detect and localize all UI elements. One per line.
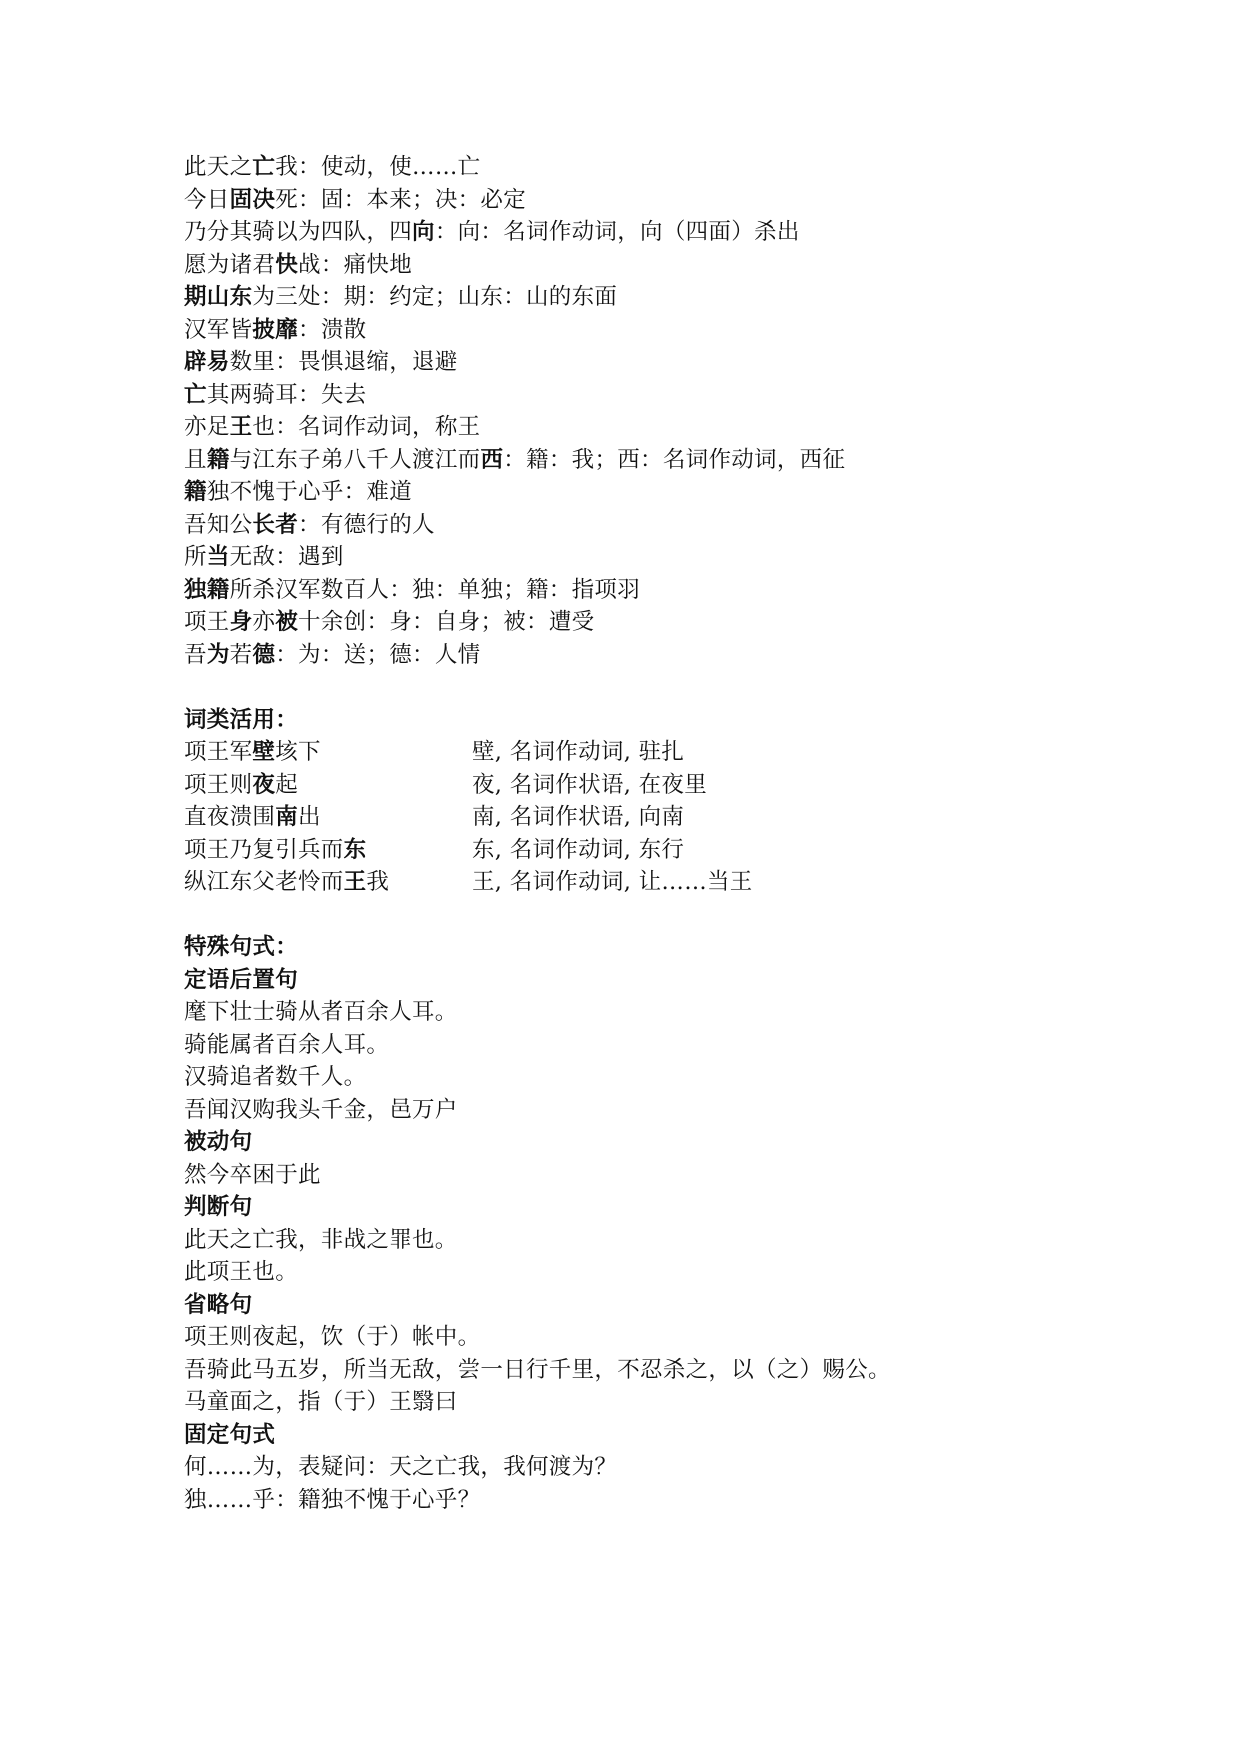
section-gap [184, 671, 1184, 704]
word-class-example [184, 769, 472, 802]
vocab-text: 独不愧于心乎：难道 [206, 479, 413, 505]
vocab-text: 为三处：期：约定；山东：山的东面 [252, 284, 618, 310]
vocab-text: 亦足 [184, 414, 230, 440]
vocab-text: 吾 [184, 641, 207, 668]
example-sentence: 独……乎：籍独不愧于心乎？ [184, 1486, 481, 1513]
vocab-text: 此天之 [184, 154, 253, 180]
vocab-line [184, 476, 1184, 509]
vocab-key-word: 籍 [206, 446, 230, 473]
special-sentence-section [184, 931, 1184, 1516]
vocab-text: 项王 [184, 609, 230, 635]
special-groups [184, 964, 1184, 1517]
word-class-explanation: 壁, 名词作动词, 驻扎 [472, 739, 685, 765]
vocab-text: 今日 [184, 186, 230, 213]
vocab-text: ：向：名词作动词，向（四面）杀出 [434, 219, 800, 245]
vocab-line [184, 314, 1184, 347]
vocab-text: 亦 [252, 609, 276, 635]
vocab-key-word: 固决 [229, 186, 276, 213]
section-gap [184, 899, 1184, 932]
vocab-line [184, 216, 1184, 249]
word-class-text: 直夜溃围 [184, 804, 276, 830]
word-class-heading: 词类活用： [184, 706, 299, 733]
word-class-explanation: 南, 名词作状语, 向南 [472, 804, 685, 830]
example-sentence: 麾下壮士骑从者百余人耳。 [184, 999, 458, 1025]
vocab-key-word: 王 [229, 414, 253, 440]
example-sentence: 此天之亡我，非战之罪也。 [184, 1226, 458, 1253]
vocab-key-word: 西 [480, 446, 504, 473]
word-class-key-word: 王 [343, 869, 367, 895]
vocab-key-word: 辟易 [184, 349, 230, 375]
vocab-line [184, 379, 1184, 412]
word-class-text: 项王则 [184, 771, 253, 798]
vocab-line [184, 249, 1184, 282]
vocab-key-word: 长者 [252, 511, 299, 538]
vocab-text: ：溃散 [298, 316, 367, 343]
vocab-text: ：有德行的人 [298, 511, 435, 538]
word-class-text: 纵江东父老怜而 [184, 869, 344, 895]
vocab-text: 汉军皆 [184, 316, 253, 343]
word-class-rows [184, 736, 1184, 899]
word-class-text: 我 [366, 869, 390, 895]
word-class-key-word: 壁 [252, 739, 276, 765]
word-class-row [184, 866, 1184, 899]
vocab-text: ：为：送；德：人情 [275, 641, 481, 668]
vocab-text: 我：使动，使……亡 [275, 154, 481, 180]
vocab-line [184, 184, 1184, 217]
word-class-text: 项王乃复引兵而 [184, 836, 344, 863]
vocab-key-word: 当 [206, 544, 230, 570]
vocab-text: 吾知公 [184, 511, 253, 538]
vocab-line [184, 574, 1184, 607]
vocab-key-word: 亡 [252, 154, 276, 180]
word-class-key-word: 夜 [252, 771, 276, 798]
sentence-type-title: 定语后置句 [184, 966, 299, 993]
word-class-example [184, 834, 472, 867]
vocab-line [184, 151, 1184, 184]
vocab-line [184, 444, 1184, 477]
vocab-key-word: 德 [252, 641, 276, 668]
word-class-row [184, 834, 1184, 867]
special-sentence-heading: 特殊句式： [184, 934, 299, 960]
vocab-key-word: 籍 [184, 479, 207, 505]
sentence-type-title: 判断句 [184, 1194, 253, 1220]
vocab-key-word: 期山东 [184, 284, 253, 310]
vocab-key-word: 披靡 [252, 316, 299, 343]
vocab-text: 所杀汉军数百人：独：单独；籍：指项羽 [229, 576, 641, 603]
vocab-key-word: 亡 [184, 381, 207, 408]
word-class-example [184, 736, 472, 769]
example-sentence: 然今卒困于此 [184, 1161, 321, 1188]
vocab-text: 愿为诸君 [184, 251, 276, 278]
vocab-line [184, 509, 1184, 542]
vocab-text: 乃分其骑以为四队，四 [184, 219, 413, 245]
vocab-key-word: 快 [275, 251, 299, 278]
word-class-row [184, 736, 1184, 769]
word-class-text: 起 [275, 771, 299, 798]
example-sentence: 骑能属者百余人耳。 [184, 1031, 390, 1058]
example-sentence: 马童面之，指（于）王翳曰 [184, 1389, 458, 1415]
vocab-key-word: 向 [412, 219, 435, 245]
example-sentence: 吾骑此马五岁，所当无敌，尝一日行千里，不忍杀之，以（之）赐公。 [184, 1356, 891, 1383]
vocab-section [184, 151, 1184, 671]
word-class-explanation: 东, 名词作动词, 东行 [472, 836, 685, 863]
vocab-key-word: 独籍 [184, 576, 230, 603]
vocab-text: 无敌：遇到 [229, 544, 344, 570]
vocab-line [184, 541, 1184, 574]
sentence-type-title: 固定句式 [184, 1421, 276, 1448]
vocab-line [184, 346, 1184, 379]
vocab-text: 数里：畏惧退缩，退避 [229, 349, 458, 375]
sentence-type-title: 省略句 [184, 1291, 253, 1318]
vocab-text: 也：名词作动词，称王 [252, 414, 481, 440]
sentence-type-title: 被动句 [184, 1129, 253, 1155]
word-class-explanation: 夜, 名词作状语, 在夜里 [472, 771, 708, 798]
vocab-text: 且 [184, 446, 207, 473]
example-sentence: 汉骑追者数千人。 [184, 1064, 367, 1090]
word-class-text: 垓下 [275, 739, 321, 765]
word-class-row [184, 801, 1184, 834]
vocab-text: 死：固：本来；决：必定 [275, 186, 527, 213]
word-class-example [184, 801, 472, 834]
word-class-section [184, 704, 1184, 899]
vocab-line [184, 281, 1184, 314]
document-page [184, 151, 1184, 1516]
vocab-text: 其两骑耳：失去 [206, 381, 367, 408]
vocab-key-word: 为 [206, 641, 230, 668]
example-sentence: 吾闻汉购我头千金，邑万户 [184, 1096, 458, 1123]
example-sentence: 项王则夜起，饮（于）帐中。 [184, 1324, 481, 1350]
vocab-text: 所 [184, 544, 207, 570]
example-sentence: 何……为，表疑问：天之亡我，我何渡为？ [184, 1454, 618, 1480]
word-class-key-word: 南 [275, 804, 299, 830]
vocab-text: 战：痛快地 [298, 251, 413, 278]
word-class-explanation: 王, 名词作动词, 让……当王 [472, 869, 753, 895]
word-class-row [184, 769, 1184, 802]
vocab-key-word: 身 [229, 609, 253, 635]
word-class-example [184, 866, 472, 899]
vocab-text: 若 [229, 641, 253, 668]
vocab-text: 与江东子弟八千人渡江而 [229, 446, 481, 473]
word-class-text: 项王军 [184, 739, 253, 765]
vocab-line [184, 639, 1184, 672]
vocab-key-word: 被 [275, 609, 299, 635]
vocab-line [184, 606, 1184, 639]
word-class-key-word: 东 [343, 836, 367, 863]
example-sentence: 此项王也。 [184, 1259, 299, 1285]
vocab-text: 十余创：身：自身；被：遭受 [298, 609, 595, 635]
vocab-text: ：籍：我；西：名词作动词，西征 [503, 446, 846, 473]
vocab-line [184, 411, 1184, 444]
word-class-text: 出 [298, 804, 321, 830]
